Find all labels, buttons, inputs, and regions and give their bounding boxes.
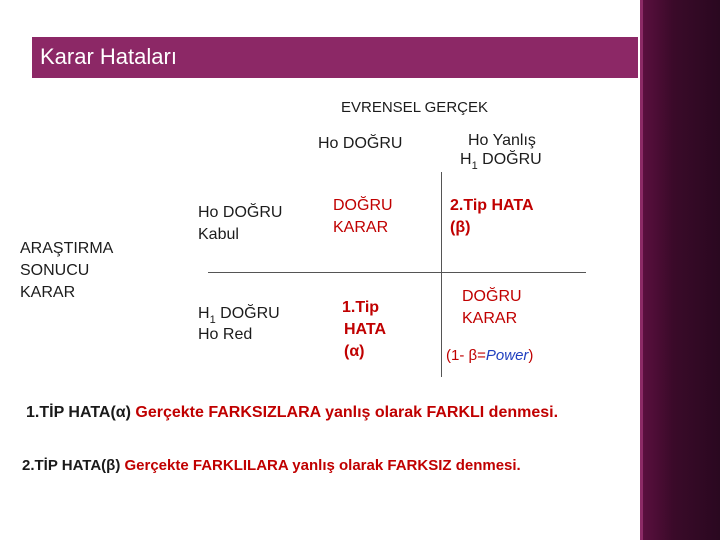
- table-vertical-divider: [441, 172, 442, 377]
- cell-type2-error-line1: 2.Tip HATA: [450, 197, 534, 214]
- cell-type2-error-line2: (β): [450, 219, 471, 236]
- cell-type1-error-line2: HATA: [344, 321, 387, 338]
- column-header-h1-true: $H_1$ DOĞRU: [460, 151, 542, 172]
- cell-correct-decision-2-line2: KARAR: [462, 310, 518, 327]
- row-header-accept-line1: Ho DOĞRU: [198, 204, 283, 221]
- note-type1-error: 1.TİP HATA(α) Gerçekte FARKSIZLARA yanlış olarak FARKLI denmesi.: [26, 404, 559, 421]
- research-label-line2: SONUCU: [20, 262, 90, 279]
- title-bar: [32, 37, 638, 78]
- table-horizontal-divider: [208, 272, 586, 273]
- cell-type1-error-line3: (α): [344, 343, 365, 360]
- research-label-line3: KARAR: [20, 284, 76, 301]
- column-header-ho-false: Ho Yanlış: [468, 132, 536, 149]
- cell-power-line: (1- β=Power): [446, 347, 534, 364]
- row-header-accept-line2: Kabul: [198, 226, 239, 243]
- universal-truth-heading: EVRENSEL GERÇEK: [341, 99, 488, 116]
- slide-title: Karar Hataları: [40, 44, 177, 69]
- cell-correct-decision-1-line1: DOĞRU: [333, 197, 393, 214]
- sidebar-decoration: [643, 0, 720, 540]
- cell-correct-decision-1-line2: KARAR: [333, 219, 389, 236]
- row-header-reject-line1: $H_1$ DOĞRU: [198, 305, 280, 326]
- research-label-line1: ARAŞTIRMA: [20, 240, 114, 257]
- cell-correct-decision-2-line1: DOĞRU: [462, 288, 522, 305]
- cell-type1-error-line1: 1.Tip: [342, 299, 380, 316]
- row-header-reject-line2: Ho Red: [198, 326, 253, 343]
- column-header-ho-true: Ho DOĞRU: [318, 135, 403, 152]
- note-type2-error: 2.TİP HATA(β) Gerçekte FARKLILARA yanlış olarak FARKSIZ denmesi.: [22, 457, 521, 474]
